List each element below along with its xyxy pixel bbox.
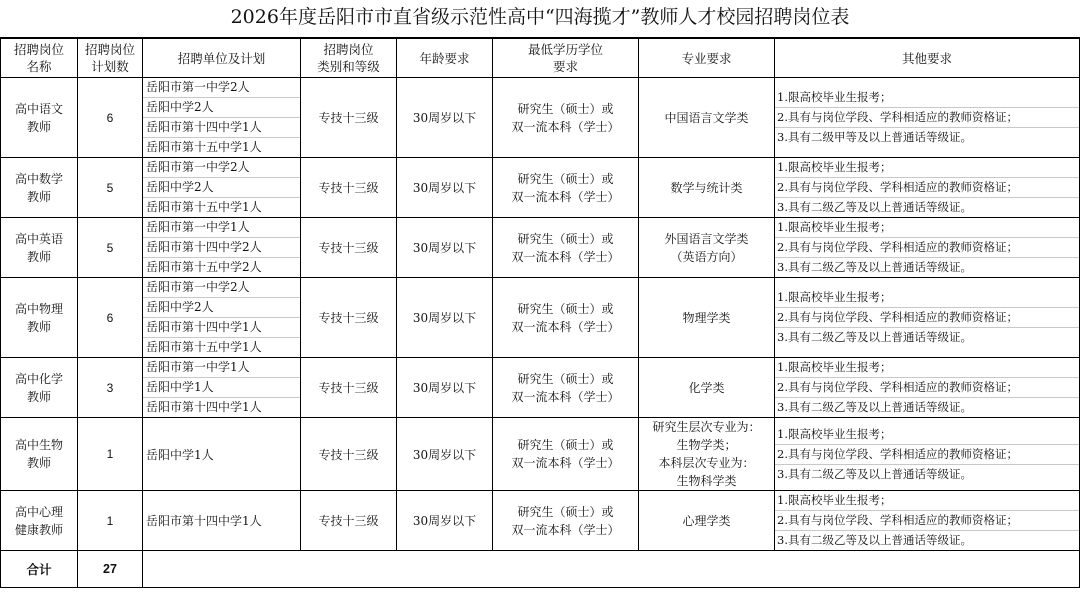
age-cell: 30周岁以下 (397, 418, 493, 491)
units-cell (143, 78, 301, 158)
education-cell (493, 218, 639, 278)
major-cell (639, 358, 775, 418)
age-cell: 30周岁以下 (397, 158, 493, 218)
major-cell (639, 218, 775, 278)
age-cell: 30周岁以下 (397, 218, 493, 278)
requirement-line: 2.具有与岗位学段、学科相适应的教师资格证； (775, 238, 1079, 258)
plan-count-cell: 6 (78, 78, 143, 158)
cell-line: 双一流本科（学士） (511, 249, 620, 264)
requirement-line: 3.具有二级乙等及以上普通话等级证。 (777, 400, 972, 414)
other-reqs-cell (775, 218, 1080, 278)
post-name-cell (1, 78, 78, 158)
post-name-cell (1, 158, 78, 218)
cell-line: 教师 (26, 456, 51, 470)
units-cell (143, 158, 301, 218)
post-name-cell (1, 278, 78, 358)
post-name-cell (1, 358, 78, 418)
units-cell: 岳阳中学1人 (143, 418, 301, 491)
other-reqs-cell (775, 491, 1080, 551)
other-reqs-cell (775, 158, 1080, 218)
cell-line: 物理学类 (682, 310, 731, 325)
cell-line: 高中语文 (14, 101, 63, 116)
header-row (1, 39, 1080, 78)
other-reqs-cell (775, 358, 1080, 418)
unit-line: 岳阳市第十四中学1人 (143, 118, 300, 138)
unit-line: 岳阳市第十五中学1人 (146, 200, 262, 214)
cell-line: 本科层次专业为： (658, 456, 755, 470)
requirement-line: 3.具有二级乙等及以上普通话等级证。 (777, 200, 972, 214)
unit-line: 岳阳市第十五中学1人 (146, 140, 262, 154)
header-units: 招聘单位及计划 (143, 39, 301, 78)
cell-line: 双一流本科（学士） (511, 389, 620, 404)
cell-line: 教师 (26, 249, 51, 264)
table-row (1, 358, 1080, 418)
units-cell: 岳阳市第十四中学1人 (143, 491, 301, 551)
table-row (1, 78, 1080, 158)
unit-line: 岳阳中学2人 (143, 178, 300, 198)
cell-line: 高中心理 (14, 504, 63, 519)
plan-count-cell: 3 (78, 358, 143, 418)
requirement-line: 3.具有二级乙等及以上普通话等级证。 (777, 466, 972, 481)
total-count: 27 (78, 551, 143, 588)
age-cell: 30周岁以下 (397, 491, 493, 551)
category-cell: 专技十三级 (301, 278, 397, 358)
cell-line: 研究生（硕士）或 (517, 438, 614, 452)
total-label: 合计 (1, 551, 78, 588)
category-cell: 专技十三级 (301, 218, 397, 278)
header-category: 招聘岗位 类别和等级 (301, 39, 397, 78)
cell-line: 研究生（硕士）或 (517, 504, 614, 519)
education-cell (493, 278, 639, 358)
requirement-line: 1.限高校毕业生报考； (775, 218, 1079, 238)
header-other: 其他要求 (775, 39, 1080, 78)
cell-line: 生物科学类 (676, 474, 737, 488)
plan-count-cell: 1 (78, 491, 143, 551)
unit-line: 岳阳中学2人 (143, 98, 300, 118)
unit-line: 岳阳市第一中学1人 (143, 358, 300, 378)
cell-line: 双一流本科（学士） (511, 456, 620, 470)
header-education: 最低学历学位 要求 (493, 39, 639, 78)
cell-line: 双一流本科（学士） (511, 522, 620, 537)
post-name-cell (1, 491, 78, 551)
requirement-line: 2.具有与岗位学段、学科相适应的教师资格证； (775, 378, 1079, 398)
category-cell: 专技十三级 (301, 418, 397, 491)
table-row (1, 158, 1080, 218)
cell-line: 化学类 (688, 380, 725, 395)
cell-line: 研究生（硕士）或 (517, 101, 614, 116)
education-cell (493, 491, 639, 551)
requirement-line: 1.限高校毕业生报考； (775, 491, 1079, 511)
category-cell: 专技十三级 (301, 491, 397, 551)
total-blank (143, 551, 1080, 588)
category-cell: 专技十三级 (301, 78, 397, 158)
cell-line: 双一流本科（学士） (511, 319, 620, 334)
cell-line: 教师 (26, 189, 51, 204)
education-cell (493, 358, 639, 418)
cell-line: 教师 (26, 319, 51, 334)
unit-line: 岳阳市第十四中学2人 (143, 238, 300, 258)
header-plan-count: 招聘岗位 计划数 (78, 39, 143, 78)
unit-line: 岳阳市第十四中学1人 (146, 400, 262, 414)
unit-line: 岳阳中学2人 (143, 298, 300, 318)
cell-line: 教师 (26, 119, 51, 134)
total-row (1, 551, 1080, 588)
cell-line: 健康教师 (14, 522, 63, 537)
units-cell (143, 358, 301, 418)
table-row (1, 491, 1080, 551)
table-row (1, 218, 1080, 278)
unit-line: 岳阳市第一中学1人 (143, 218, 300, 238)
cell-line: 高中数学 (14, 171, 63, 186)
recruitment-table (0, 38, 1080, 588)
table-row (1, 418, 1080, 491)
other-reqs-cell (775, 78, 1080, 158)
requirement-line: 1.限高校毕业生报考； (775, 425, 1079, 445)
major-cell (639, 418, 775, 491)
cell-line: 高中化学 (14, 371, 63, 386)
major-cell (639, 158, 775, 218)
cell-line: 研究生层次专业为： (652, 420, 761, 434)
cell-line: 研究生（硕士）或 (517, 371, 614, 386)
unit-line: 岳阳市第十五中学1人 (146, 340, 262, 354)
requirement-line: 1.限高校毕业生报考； (775, 88, 1079, 108)
table-title: 2026年度岳阳市市直省级示范性高中“四海揽才”教师人才校园招聘岗位表 (0, 0, 1080, 38)
age-cell: 30周岁以下 (397, 78, 493, 158)
major-cell (639, 491, 775, 551)
unit-line: 岳阳市第一中学2人 (143, 278, 300, 298)
header-post-name: 招聘岗位 名称 (1, 39, 78, 78)
requirement-line: 1.限高校毕业生报考； (775, 358, 1079, 378)
education-cell (493, 418, 639, 491)
requirement-line: 3.具有二级甲等及以上普通话等级证。 (777, 130, 972, 144)
post-name-cell (1, 418, 78, 491)
requirement-line: 3.具有二级乙等及以上普通话等级证。 (777, 260, 972, 274)
age-cell: 30周岁以下 (397, 278, 493, 358)
table-body (1, 78, 1080, 551)
cell-line: 外国语言文学类 (664, 231, 749, 246)
unit-line: 岳阳市第十五中学2人 (146, 260, 262, 274)
units-cell (143, 218, 301, 278)
cell-line: 双一流本科（学士） (511, 189, 620, 204)
major-cell (639, 78, 775, 158)
cell-line: 心理学类 (682, 513, 731, 528)
major-cell (639, 278, 775, 358)
post-name-cell (1, 218, 78, 278)
other-reqs-cell (775, 278, 1080, 358)
requirement-line: 2.具有与岗位学段、学科相适应的教师资格证； (775, 511, 1079, 531)
cell-line: 教师 (26, 389, 51, 404)
other-reqs-cell (775, 418, 1080, 491)
cell-line: 生物学类； (676, 438, 737, 452)
category-cell: 专技十三级 (301, 158, 397, 218)
cell-line: 双一流本科（学士） (511, 119, 620, 134)
category-cell: 专技十三级 (301, 358, 397, 418)
plan-count-cell: 6 (78, 278, 143, 358)
plan-count-cell: 1 (78, 418, 143, 491)
requirement-line: 1.限高校毕业生报考； (775, 288, 1079, 308)
requirement-line: 2.具有与岗位学段、学科相适应的教师资格证； (775, 108, 1079, 128)
cell-line: 中国语言文学类 (664, 110, 749, 125)
requirement-line: 2.具有与岗位学段、学科相适应的教师资格证； (775, 178, 1079, 198)
education-cell (493, 78, 639, 158)
cell-line: 研究生（硕士）或 (517, 171, 614, 186)
units-cell (143, 278, 301, 358)
table-row (1, 278, 1080, 358)
education-cell (493, 158, 639, 218)
requirement-line: 2.具有与岗位学段、学科相适应的教师资格证； (775, 445, 1079, 465)
cell-line: 数学与统计类 (670, 180, 743, 195)
header-age: 年龄要求 (397, 39, 493, 78)
cell-line: 研究生（硕士）或 (517, 301, 614, 316)
header-major: 专业要求 (639, 39, 775, 78)
requirement-line: 3.具有二级乙等及以上普通话等级证。 (777, 330, 972, 344)
cell-line: 高中生物 (14, 438, 63, 452)
requirement-line: 1.限高校毕业生报考； (775, 158, 1079, 178)
age-cell: 30周岁以下 (397, 358, 493, 418)
cell-line: 研究生（硕士）或 (517, 231, 614, 246)
unit-line: 岳阳市第十四中学1人 (143, 318, 300, 338)
requirement-line: 2.具有与岗位学段、学科相适应的教师资格证； (775, 308, 1079, 328)
unit-line: 岳阳市第一中学2人 (143, 78, 300, 98)
cell-line: 高中物理 (14, 301, 63, 316)
unit-line: 岳阳中学1人 (143, 378, 300, 398)
unit-line: 岳阳市第一中学2人 (143, 158, 300, 178)
requirement-line: 3.具有二级乙等及以上普通话等级证。 (777, 533, 972, 547)
plan-count-cell: 5 (78, 218, 143, 278)
plan-count-cell: 5 (78, 158, 143, 218)
cell-line: （英语方向） (670, 249, 743, 264)
cell-line: 高中英语 (14, 231, 63, 246)
